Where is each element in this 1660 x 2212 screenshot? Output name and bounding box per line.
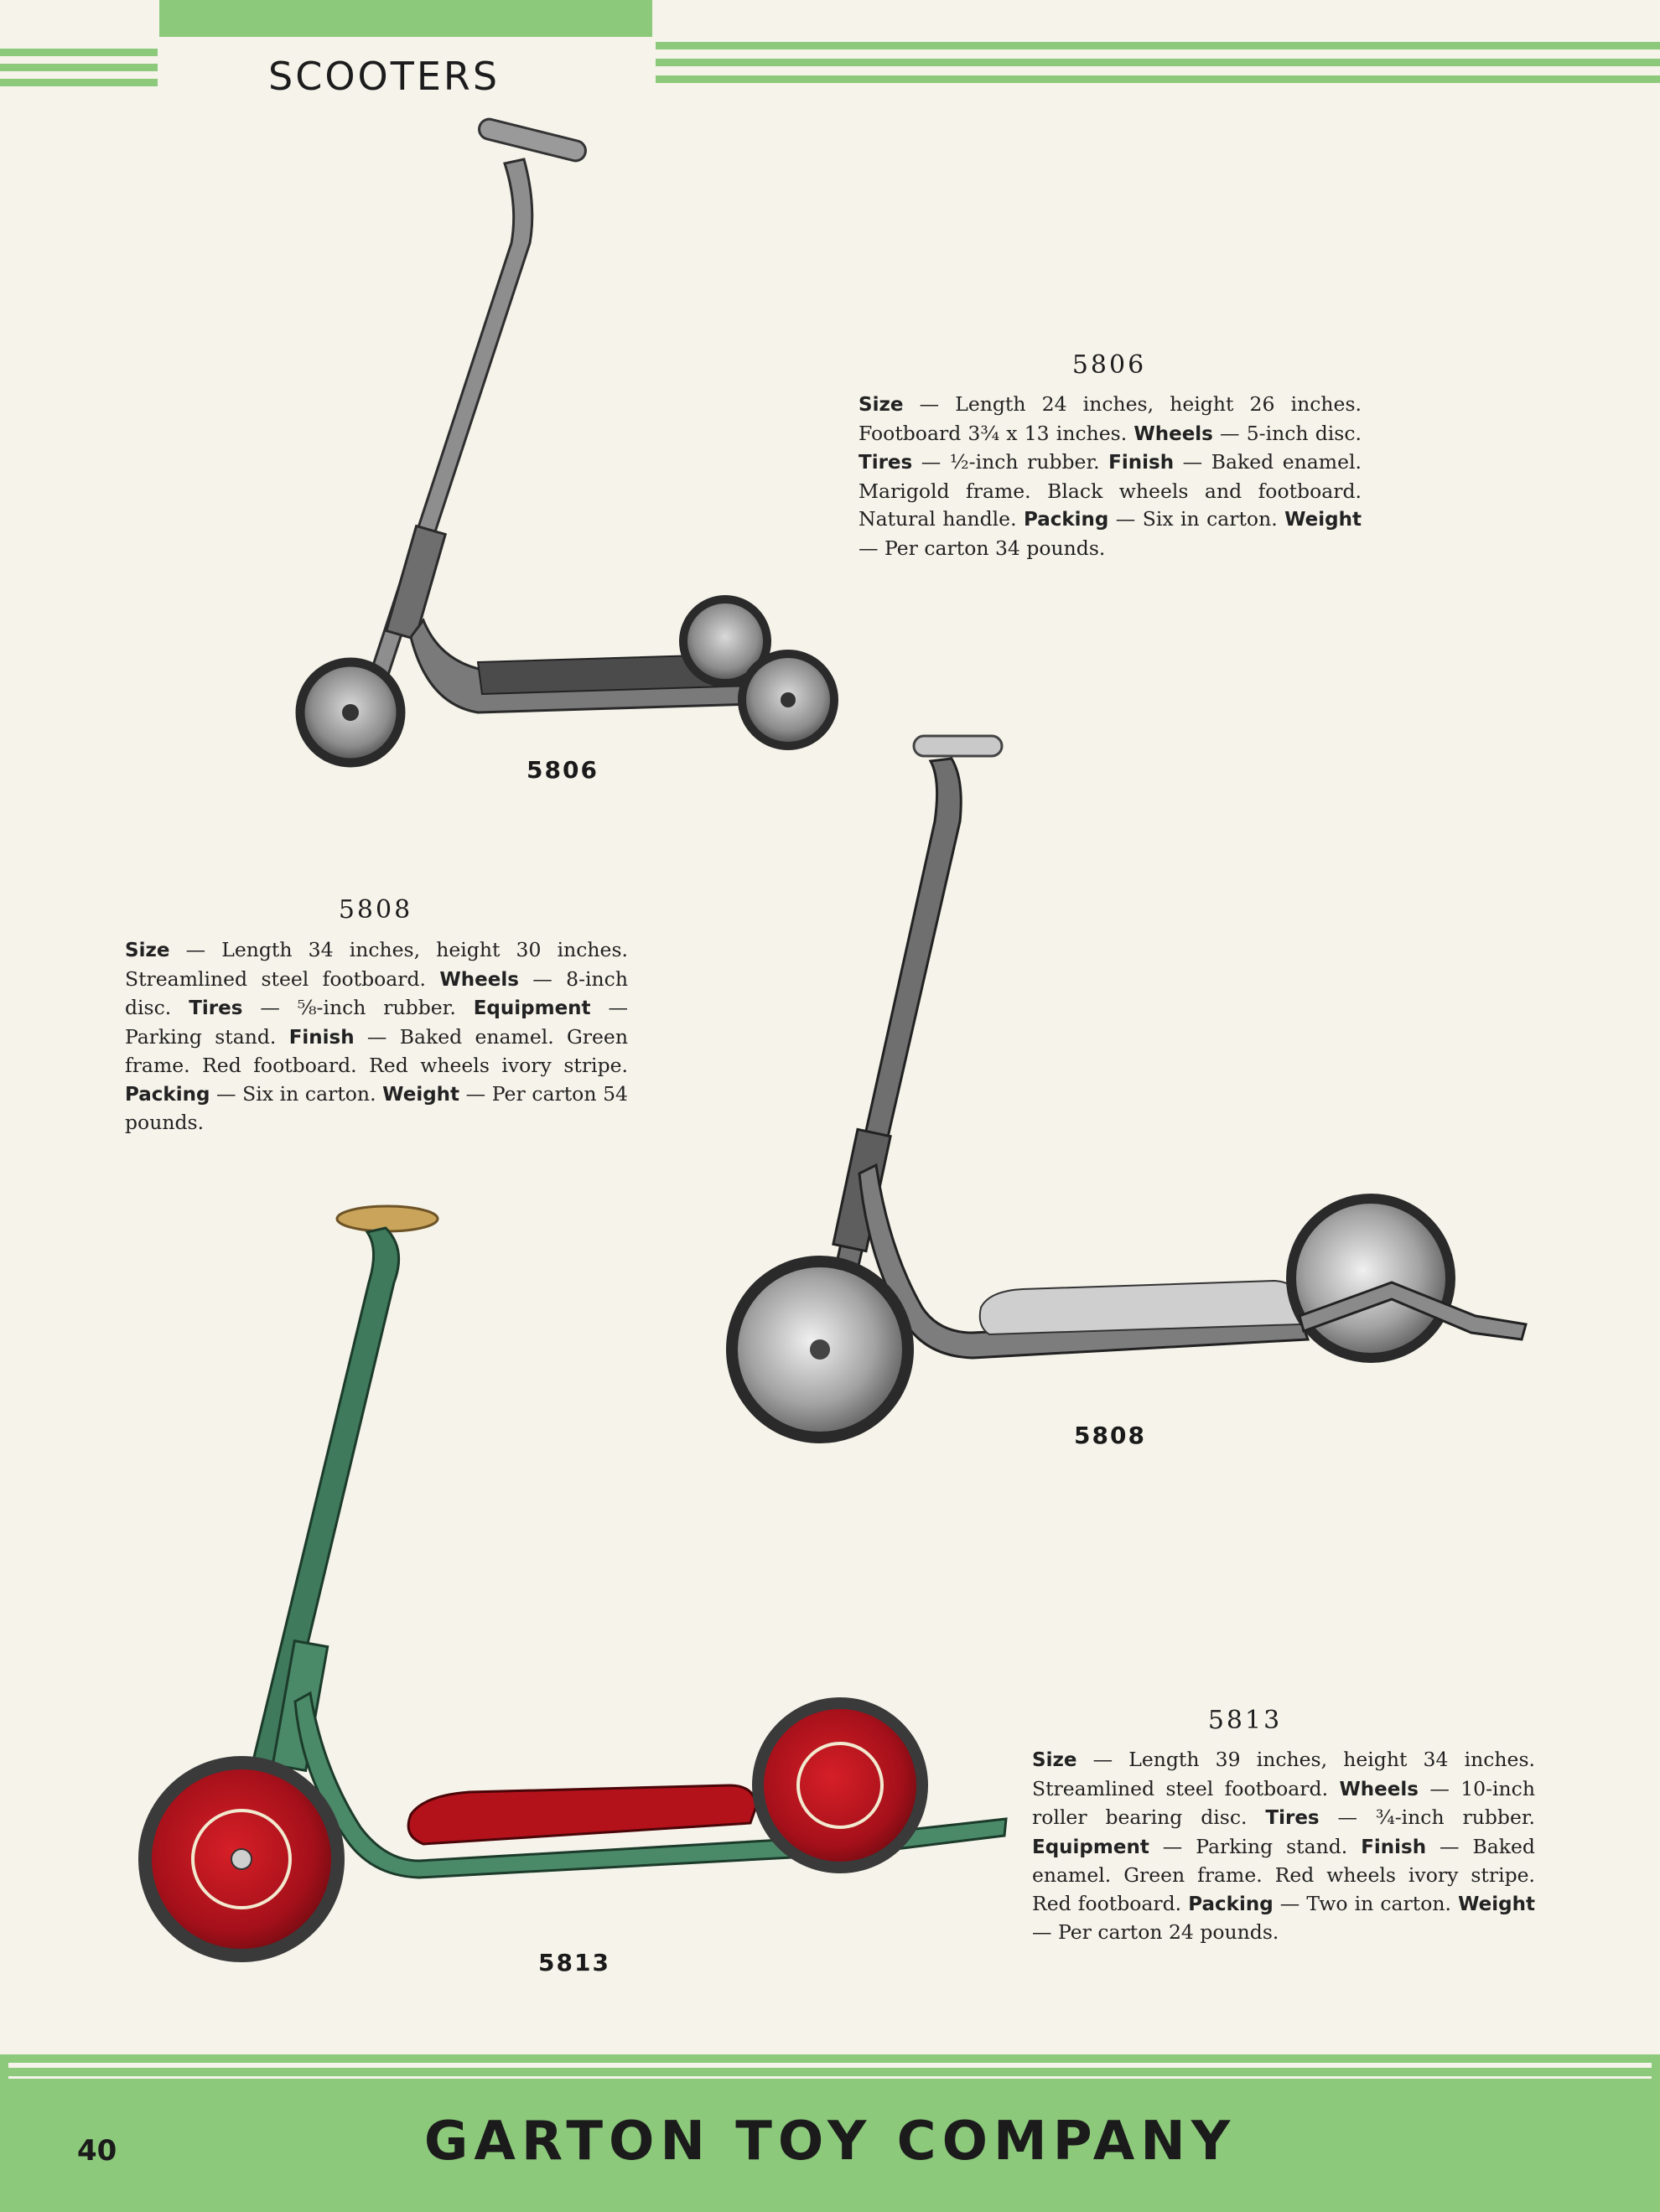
company-name: GARTON TOY COMPANY [423, 2111, 1237, 2173]
product-number-5806: 5806 [1071, 350, 1147, 380]
spec-label: Packing [125, 1083, 210, 1106]
spec-label: Tires [859, 452, 913, 474]
spec-text: Two in carton. [1306, 1891, 1451, 1915]
spec-label: Finish [1108, 452, 1175, 474]
spec-label: Finish [288, 1026, 355, 1049]
header-stripe [0, 64, 158, 71]
spec-text: Baked enamel. Marigold frame. Black wheels and footboard. Natural handle. [859, 450, 1362, 531]
spec-label: Wheels [1133, 422, 1213, 445]
spec-label: Weight [382, 1083, 460, 1106]
spec-label: Finish [1361, 1836, 1427, 1858]
spec-label: Weight [1458, 1893, 1535, 1915]
spec-text: 10-inch roller bearing disc. [1032, 1776, 1535, 1829]
scooter-5813-illustration [134, 1199, 1023, 1970]
header-green-tab [159, 0, 652, 37]
product-description-5813: Size — Length 39 inches, height 34 inches. Streamlined steel footboard. Wheels — 10-inch roller bearing disc. Tires — ¾-inch rubber. Equipment — Parking stand. Finish — Baked enamel. Green frame. Red wheels ivory stripe. Red footboard. Packing — Two in carton. Weight — Per carton 24 pounds. [1032, 1748, 1535, 1944]
spec-text: Length 39 inches, height 34 inches. Streamlined steel footboard. [1032, 1748, 1535, 1800]
spec-text: ½-inch rubber. [949, 450, 1100, 474]
header-stripe [656, 42, 1660, 49]
scooter-5806-illustration [285, 126, 855, 780]
spec-label: Weight [1284, 509, 1362, 531]
header-stripe [656, 59, 1660, 66]
header-stripe [0, 79, 158, 86]
spec-label: Size [859, 394, 904, 416]
spec-label: Size [1032, 1749, 1077, 1771]
product-description-5808: Size — Length 34 inches, height 30 inches. Streamlined steel footboard. Wheels — 8-inch disc. Tires — ⅝-inch rubber. Equipment — Parking stand. Finish — Baked enamel. Green frame. Red footboard. Red wheels ivory stripe. Packing — Six in carton. Weight — Per carton 54 pounds. [125, 938, 628, 1134]
product-number-5813: 5813 [1207, 1706, 1283, 1735]
caption-5806: 5806 [527, 756, 599, 784]
caption-5813: 5813 [538, 1949, 610, 1976]
caption-5808: 5808 [1074, 1422, 1146, 1449]
spec-label: Wheels [439, 968, 519, 991]
header-stripe [0, 49, 158, 56]
spec-label: Wheels [1339, 1778, 1419, 1800]
section-title: SCOOTERS [268, 54, 501, 99]
footer-rule [8, 2076, 1652, 2079]
spec-text: 5-inch disc. [1246, 421, 1362, 445]
spec-label: Equipment [1032, 1836, 1149, 1858]
header-stripe [656, 75, 1660, 83]
spec-text: Length 24 inches, height 26 inches. Footboard 3¾ x 13 inches. [859, 392, 1362, 445]
spec-text: Per carton 24 pounds. [1057, 1920, 1279, 1944]
spec-text: Length 34 inches, height 30 inches. Streamlined steel footboard. [125, 938, 628, 991]
product-description-5806: Size — Length 24 inches, height 26 inches. Footboard 3¾ x 13 inches. Wheels — 5-inch disc. Tires — ½-inch rubber. Finish — Baked enamel. Marigold frame. Black wheels and footboard. Natural handle. Packing — Six in carton. Weight — Per carton 34 pounds. [859, 392, 1362, 560]
spec-label: Equipment [473, 997, 591, 1019]
spec-label: Size [125, 940, 170, 961]
spec-label: Tires [1265, 1807, 1320, 1829]
spec-text: ⅝-inch rubber. [297, 996, 456, 1019]
spec-label: Packing [1188, 1893, 1274, 1915]
spec-text: Per carton 34 pounds. [884, 536, 1106, 560]
spec-text: Six in carton. [242, 1081, 376, 1106]
spec-text: Baked enamel. Green frame. Red wheels ivory stripe. Red footboard. [1032, 1834, 1535, 1915]
spec-text: Per carton 54 pounds. [125, 1081, 628, 1134]
spec-label: Tires [189, 997, 243, 1019]
footer-rule [8, 2063, 1652, 2068]
spec-text: Parking stand. [1196, 1834, 1348, 1858]
spec-label: Packing [1023, 509, 1109, 531]
product-number-5808: 5808 [338, 895, 413, 925]
spec-text: Parking stand. [125, 1024, 277, 1049]
page-number: 40 [77, 2134, 117, 2168]
spec-text: ¾-inch rubber. [1375, 1805, 1535, 1829]
spec-text: Six in carton. [1142, 507, 1278, 531]
spec-text: Baked enamel. Green frame. Red footboard. Red wheels ivory stripe. [125, 1024, 628, 1077]
spec-text: 8-inch disc. [125, 966, 628, 1019]
